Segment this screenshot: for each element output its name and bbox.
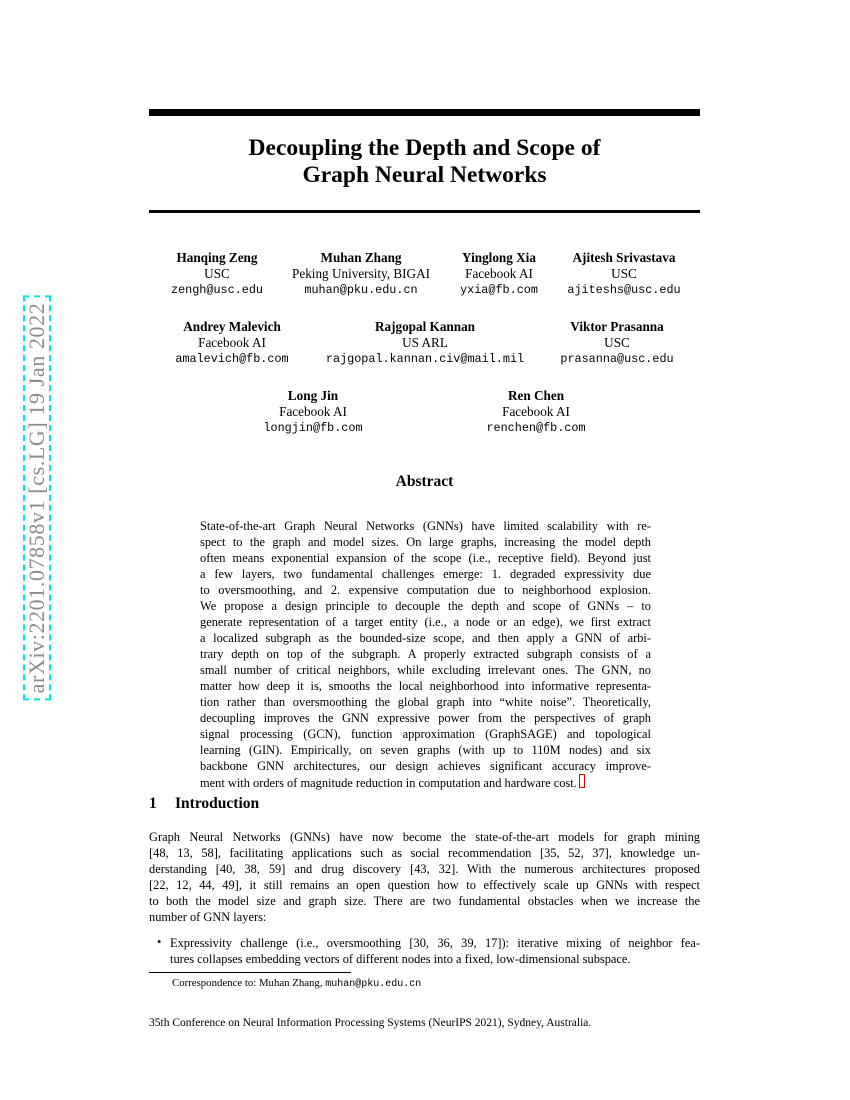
abstract-line: generate representation of a target entity (i.e., a node or an edge), we first extract bbox=[200, 615, 651, 629]
author-email: longjin@fb.com bbox=[263, 421, 363, 435]
author-email: ajiteshs@usc.edu bbox=[567, 283, 681, 297]
footnote-text: Correspondence to: Muhan Zhang, bbox=[172, 977, 326, 989]
author-block bbox=[486, 388, 585, 436]
intro-line: to both the model size and graph size. There are two fundamental obstacles when we increase the bbox=[149, 894, 700, 908]
section-heading bbox=[149, 795, 259, 813]
author-email: renchen@fb.com bbox=[486, 421, 586, 435]
author-affiliation: USC bbox=[604, 335, 630, 350]
title-line-1: Decoupling the Depth and Scope of bbox=[248, 135, 601, 161]
paper-title bbox=[149, 135, 700, 189]
author-block bbox=[175, 319, 288, 367]
title-top-rule bbox=[149, 109, 700, 116]
author-affiliation: USC bbox=[204, 266, 230, 281]
abstract-line: a localized subgraph as the bounded-size scope, and then apply a GNN of arbi- bbox=[200, 631, 651, 645]
abstract-body bbox=[200, 518, 651, 790]
abstract-line-last bbox=[200, 774, 651, 790]
footnote-link-marker[interactable] bbox=[579, 774, 585, 788]
intro-line: [22, 12, 44, 49], it still remains an open question how to effectively scale up GNNs with respect bbox=[149, 878, 700, 892]
intro-line: derstanding [40, 38, 59] and drug discovery [43, 32]. With the numerous architectures proposed bbox=[149, 862, 700, 876]
section-number: 1 bbox=[149, 795, 157, 812]
footnote-email: muhan@pku.edu.cn bbox=[325, 979, 422, 990]
abstract-line: decoupling improves the GNN expressive power from the perspectives of graph bbox=[200, 711, 651, 725]
author-affiliation: Facebook AI bbox=[502, 404, 570, 419]
abstract-line: spect to the graph and model sizes. On large graphs, increasing the model depth bbox=[200, 535, 651, 549]
abstract-line: learning (GIN). Empirically, on seven graphs (with up to 110M nodes) and six bbox=[200, 743, 651, 757]
bullet-marker: • bbox=[157, 935, 162, 949]
author-email: prasanna@usc.edu bbox=[560, 352, 674, 366]
abstract-line: We propose a design principle to decouple the depth and scope of GNNs – to bbox=[200, 599, 651, 613]
conference-note: 35th Conference on Neural Information Processing Systems (NeurIPS 2021), Sydney, Australia. bbox=[149, 1017, 592, 1029]
author-email: yxia@fb.com bbox=[460, 283, 538, 297]
abstract-line: to oversmoothing, and 2. expensive computation due to neighborhood explosion. bbox=[200, 583, 651, 597]
bullet-line: tures collapses embedding vectors of different nodes into a fixed, low-dimensional subspace. bbox=[170, 952, 631, 966]
author-email: rajgopal.kannan.civ@mail.mil bbox=[325, 352, 525, 366]
bullet-item bbox=[170, 935, 700, 967]
author-block bbox=[326, 319, 524, 367]
abstract-heading: Abstract bbox=[395, 473, 454, 490]
bullet-line: Expressivity challenge (i.e., oversmoothing [30, 36, 39, 17]): iterative mixing of neighbor fea- bbox=[170, 936, 700, 950]
arxiv-id-link[interactable]: arXiv:2201.07858v1 [cs.LG] 19 Jan 2022 bbox=[23, 296, 51, 701]
author-name: Ren Chen bbox=[507, 388, 565, 403]
abstract-line: matter how deep it is, smooths the local neighborhood into informative representa- bbox=[200, 679, 651, 693]
author-email: muhan@pku.edu.cn bbox=[304, 283, 418, 297]
abstract-line: ment with orders of magnitude reduction in computation and hardware cost. bbox=[200, 776, 577, 790]
footnote-rule bbox=[149, 972, 351, 973]
title-line-2: Graph Neural Networks bbox=[302, 162, 547, 188]
arxiv-watermark bbox=[22, 263, 52, 733]
author-block bbox=[292, 250, 430, 298]
abstract-line: State-of-the-art Graph Neural Networks (GNNs) have limited scalability with re- bbox=[200, 519, 651, 533]
author-name: Hanqing Zeng bbox=[176, 250, 258, 265]
abstract-line: small number of critical neighbors, while excluding irrelevant ones. The GNN, no bbox=[200, 663, 651, 677]
author-affiliation: Facebook AI bbox=[198, 335, 266, 350]
author-block bbox=[567, 250, 680, 298]
author-name: Andrey Malevich bbox=[183, 319, 281, 334]
author-email: zengh@usc.edu bbox=[170, 283, 264, 297]
author-name: Viktor Prasanna bbox=[570, 319, 664, 334]
author-name: Rajgopal Kannan bbox=[374, 319, 476, 334]
section-title: Introduction bbox=[175, 795, 260, 812]
author-affiliation: Facebook AI bbox=[465, 266, 533, 281]
author-name: Muhan Zhang bbox=[320, 250, 402, 265]
abstract-line: backbone GNN architectures, our design achieves significant accuracy improve- bbox=[200, 759, 651, 773]
author-block bbox=[171, 250, 263, 298]
author-affiliation: Peking University, BIGAI bbox=[292, 266, 430, 281]
abstract-line: a few layers, two fundamental challenges emerge: 1. degraded expressivity due bbox=[200, 567, 651, 581]
author-block bbox=[560, 319, 673, 367]
intro-line: Graph Neural Networks (GNNs) have now become the state-of-the-art models for graph mining bbox=[149, 830, 700, 844]
author-name: Yinglong Xia bbox=[462, 250, 536, 265]
author-email: amalevich@fb.com bbox=[175, 352, 289, 366]
abstract-line: trary depth on top of the subgraph. A properly extracted subgraph consists of a bbox=[200, 647, 651, 661]
intro-line: [48, 13, 58], facilitating applications such as social recommendation [35, 52, 37], knowledge un- bbox=[149, 846, 700, 860]
author-block bbox=[460, 250, 538, 298]
author-name: Long Jin bbox=[287, 388, 339, 403]
intro-line: number of GNN layers: bbox=[149, 910, 267, 924]
author-block bbox=[263, 388, 362, 436]
author-affiliation: Facebook AI bbox=[279, 404, 347, 419]
abstract-line: signal processing (GCN), function approximation (GraphSAGE) and topological bbox=[200, 727, 651, 741]
author-name: Ajitesh Srivastava bbox=[572, 250, 676, 265]
abstract-line: often means exponential expansion of the scope (i.e., receptive field). Beyond just bbox=[200, 551, 651, 565]
title-bottom-rule bbox=[149, 210, 700, 213]
abstract-line: tion rather than oversmoothing the global graph into “white noise”. Theoretically, bbox=[200, 695, 651, 709]
footnote bbox=[172, 976, 421, 992]
intro-paragraph bbox=[149, 829, 700, 925]
author-affiliation: US ARL bbox=[402, 335, 448, 350]
author-affiliation: USC bbox=[611, 266, 637, 281]
